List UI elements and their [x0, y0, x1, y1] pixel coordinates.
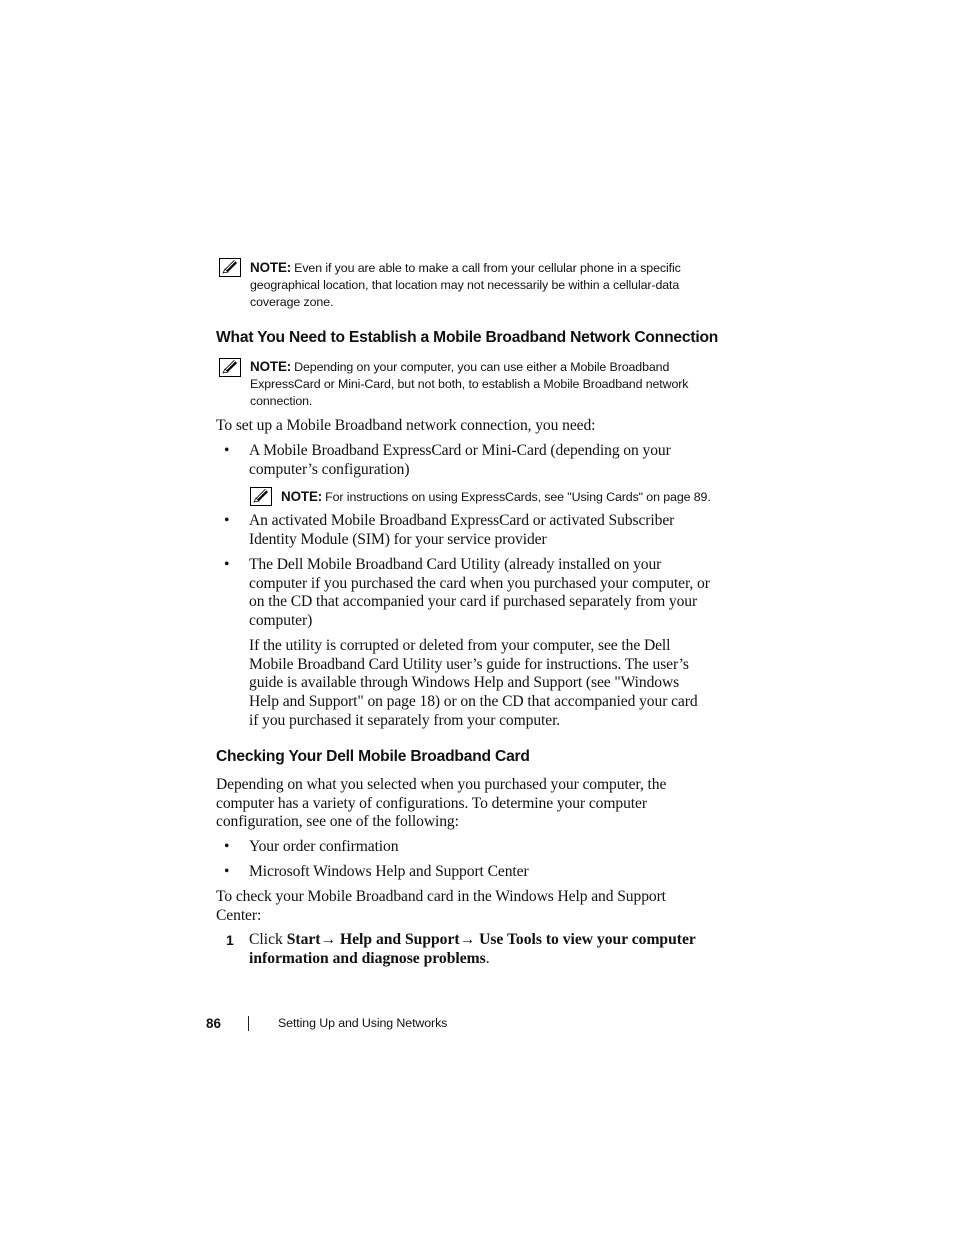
subsection-heading: Checking Your Dell Mobile Broadband Card [216, 748, 530, 765]
footer-chapter-title: Setting Up and Using Networks [278, 1016, 448, 1030]
menu-path-tools: Use Tools to view your computer [479, 931, 696, 948]
note-pencil-icon [219, 358, 241, 377]
note-text: connection. [250, 394, 313, 408]
paragraph-line: To check your Mobile Broadband card in the Windows Help and Support [216, 888, 666, 905]
list-item-text: computer if you purchased the card when you purchased your computer, or [249, 574, 710, 592]
bullet-glyph: • [224, 556, 230, 573]
note-text: coverage zone. [250, 295, 334, 309]
bullet-glyph: • [224, 838, 230, 855]
note-2 [250, 358, 720, 410]
note-text: For instructions on using ExpressCards, see "Using Cards" on page 89. [325, 490, 711, 504]
utility-paragraph [249, 637, 729, 731]
section2-intro [216, 776, 726, 832]
paragraph-line: If the utility is corrupted or deleted from your computer, see the Dell [249, 637, 671, 654]
menu-path-start: Start [286, 931, 321, 948]
note-text: ExpressCard or Mini-Card, but not both, to establish a Mobile Broadband network [250, 377, 689, 391]
list-item-text: computer) [249, 612, 313, 630]
paragraph-line: Mobile Broadband Card Utility user’s guide for instructions. The user’s [249, 655, 689, 673]
intro-paragraph: To set up a Mobile Broadband network connection, you need: [216, 417, 596, 434]
check-paragraph [216, 888, 726, 925]
list-item-text: The Dell Mobile Broadband Card Utility (already installed on your [249, 556, 662, 573]
paragraph-line: Help and Support" on page 18) or on the CD that accompanied your card [249, 693, 698, 711]
note-text: geographical location, that location may not necessarily be within a cellular-data [250, 278, 680, 292]
note-label: NOTE: [250, 260, 292, 275]
list-item-text: computer’s configuration) [249, 460, 410, 478]
step-period: . [485, 949, 490, 967]
paragraph-line: computer has a variety of configurations. To determine your computer [216, 794, 647, 812]
list-item: Your order confirmation [249, 838, 399, 855]
footer-divider [248, 1016, 249, 1031]
list-item [249, 512, 719, 549]
bullet-glyph: • [224, 512, 230, 529]
list-item [249, 556, 729, 631]
note-pencil-icon [250, 487, 272, 506]
note-label: NOTE: [250, 359, 292, 374]
paragraph-line: if you purchased it separately from your computer. [249, 711, 561, 729]
arrow-icon: → [320, 931, 337, 948]
menu-path-help: Help and Support [339, 931, 460, 948]
list-item: Microsoft Windows Help and Support Center [249, 863, 529, 880]
note-3 [281, 488, 731, 506]
paragraph-line: Depending on what you selected when you purchased your computer, the [216, 776, 667, 793]
list-item [249, 442, 719, 479]
page-number: 86 [206, 1016, 221, 1031]
paragraph-line: guide is available through Windows Help and Support (see "Windows [249, 674, 680, 692]
step-click-word: Click [249, 931, 283, 948]
note-text: Depending on your computer, you can use either a Mobile Broadband [294, 360, 670, 374]
paragraph-line: configuration, see one of the following: [216, 813, 459, 831]
paragraph-line: Center: [216, 906, 262, 924]
bullet-glyph: • [224, 442, 230, 459]
bullet-glyph: • [224, 863, 230, 880]
step-number: 1 [226, 932, 234, 948]
list-item-text: An activated Mobile Broadband ExpressCard or activated Subscriber [249, 512, 675, 529]
note-text: Even if you are able to make a call from your cellular phone in a specific [294, 261, 681, 275]
step-instruction [249, 931, 719, 968]
note-label: NOTE: [281, 489, 323, 504]
menu-path-tools-cont: information and diagnose problems [249, 949, 486, 967]
list-item-text: A Mobile Broadband ExpressCard or Mini-Card (depending on your [249, 442, 671, 459]
note-pencil-icon [219, 258, 241, 277]
list-item-text: on the CD that accompanied your card if purchased separately from your [249, 593, 698, 611]
arrow-icon: → [459, 931, 476, 948]
list-item-text: Identity Module (SIM) for your service provider [249, 530, 547, 548]
section-heading: What You Need to Establish a Mobile Broadband Network Connection [216, 329, 719, 346]
note-1 [250, 259, 720, 311]
